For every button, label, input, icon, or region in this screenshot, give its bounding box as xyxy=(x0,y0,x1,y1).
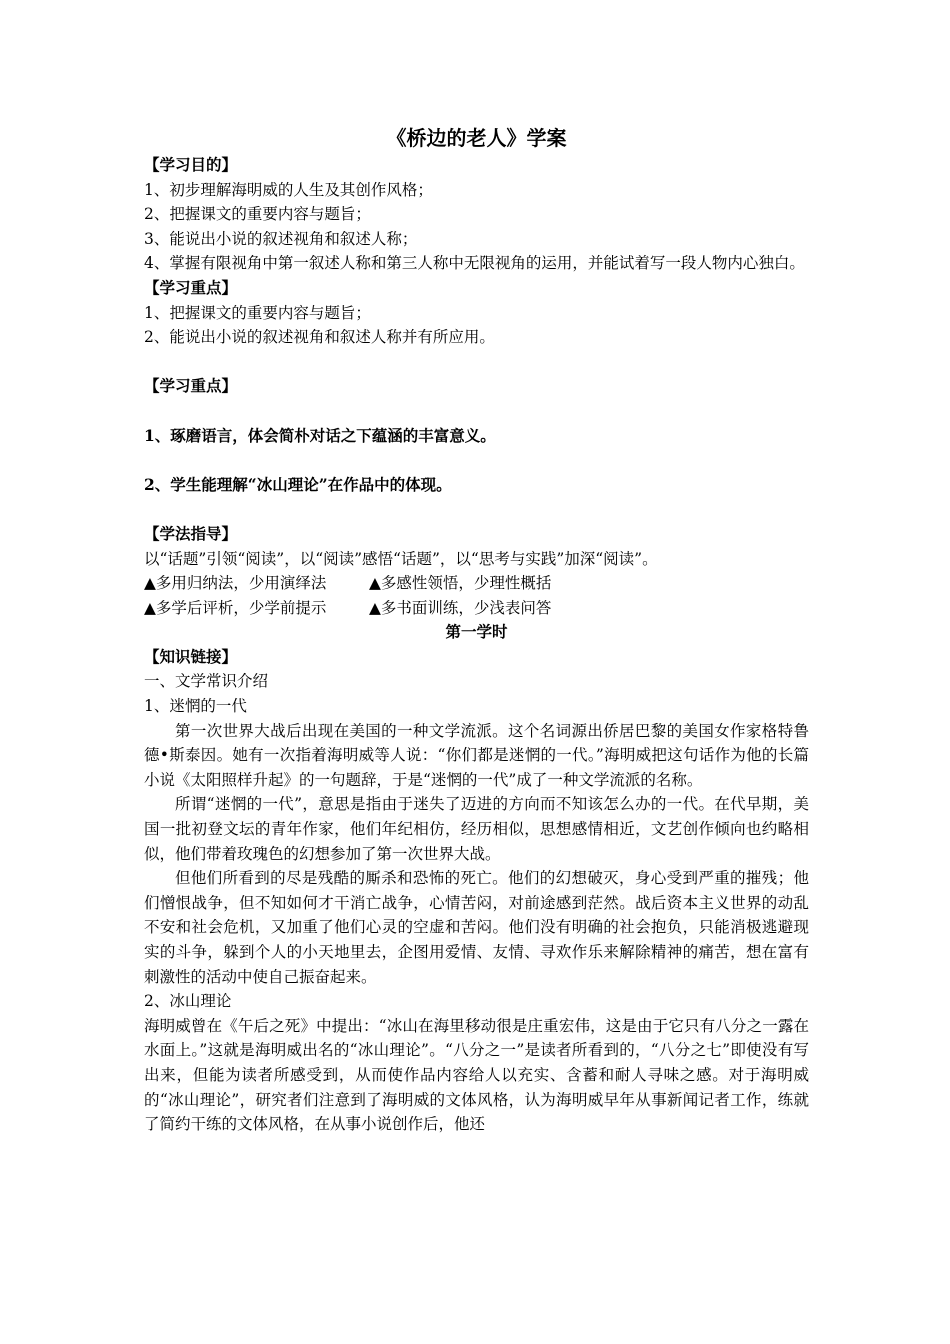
goal-item-2: 2、把握课文的重要内容与题旨； xyxy=(144,205,371,224)
goal-item-3: 3、能说出小说的叙述视角和叙述人称； xyxy=(144,229,418,248)
lesson-heading: 第一学时 xyxy=(445,622,508,642)
method-intro: 以“话题”引领“阅读”，以“阅读”感悟“话题”，以“思考与实践”加深“阅读”。 xyxy=(144,549,658,568)
keypoints2-heading: 【学习重点】 xyxy=(144,376,238,396)
keypoint-item-2: 2、能说出小说的叙述视角和叙述人称并有所应用。 xyxy=(144,328,495,347)
goals-heading: 【学习目的】 xyxy=(144,155,238,174)
subsection-heading: 2、冰山理论 xyxy=(144,992,232,1011)
body-paragraph: 所谓“迷惘的一代”，意思是指由于迷失了迈进的方向而不知该怎么办的一代。在代早期，美国一批初登文坛的青年作家，他们年纪相仿，经历相似，思想感情相近，文艺创作倾向也约略相似，他们带着玫瑰色的幻想参加了第一次世界大战。 xyxy=(144,795,809,863)
goal-item-1: 1、初步理解海明威的人生及其创作风格； xyxy=(144,180,433,199)
subsection-heading: 1、迷惘的一代 xyxy=(144,697,247,716)
method-row-2 xyxy=(144,596,809,621)
method-tip: ▲多学后评析，少学前提示 xyxy=(144,598,327,617)
document-content xyxy=(144,123,809,1137)
goal-item-4: 4、掌握有限视角中第一叙述人称和第三人称中无限视角的运用，并能试着写一段人物内心独白。 xyxy=(144,254,805,273)
method-row-1 xyxy=(144,571,809,596)
section-heading: 一、文学常识介绍 xyxy=(144,672,269,691)
keypoint2-item-2: 2、学生能理解“冰山理论”在作品中的体现。 xyxy=(144,474,452,494)
method-tip: ▲多书面训练，少浅表问答 xyxy=(369,598,552,617)
document-title: 《桥边的老人》学案 xyxy=(386,126,567,150)
method-tip: ▲多用归纳法，少用演绎法 xyxy=(144,574,327,593)
body-paragraph: 第一次世界大战后出现在美国的一种文学流派。这个名词源出侨居巴黎的美国女作家格特鲁德•斯泰因。她有一次指着海明威等人说：“你们都是迷惘的一代。”海明威把这句话作为他的长篇小说《太阳照样升起》的一句题辞，于是“迷惘的一代”成了一种文学流派的名称。 xyxy=(144,721,809,789)
keypoints-heading: 【学习重点】 xyxy=(144,277,238,297)
method-heading: 【学法指导】 xyxy=(144,523,238,543)
keypoint2-item-1: 1、琢磨语言，体会简朴对话之下蕴涵的丰富意义。 xyxy=(144,425,496,445)
keypoint-item-1: 1、把握课文的重要内容与题旨； xyxy=(144,303,371,322)
method-tip: ▲多感性领悟，少理性概括 xyxy=(369,574,552,593)
knowledge-heading: 【知识链接】 xyxy=(144,646,238,666)
body-paragraph: 但他们所看到的尽是残酷的厮杀和恐怖的死亡。他们的幻想破灭，身心受到严重的摧残；他们憎恨战争，但不知如何才干消亡战争，心情苦闷，对前途感到茫然。战后资本主义世界的动乱不安和社会危机，又加重了他们心灵的空虚和苦闷。他们没有明确的社会抱负，只能消极逃避现实的斗争，躲到个人的小天地里去，企图用爱情、友情、寻欢作乐来解除精神的痛苦，想在富有刺激性的活动中使自己振奋起来。 xyxy=(144,869,809,986)
body-paragraph: 海明威曾在《午后之死》中提出：“冰山在海里移动很是庄重宏伟，这是由于它只有八分之一露在水面上。”这就是海明威出名的“冰山理论”。“八分之一”是读者所看到的，“八分之七”即使没有写出来，但能为读者所感受到，从而使作品内容给人以充实、含蓄和耐人寻味之感。对于海明威的“冰山理论”，研究者们注意到了海明威的文体风格，认为海明威早年从事新闻记者工作，练就了简约干练的文体风格，在从事小说创作后，他还 xyxy=(144,1016,809,1134)
